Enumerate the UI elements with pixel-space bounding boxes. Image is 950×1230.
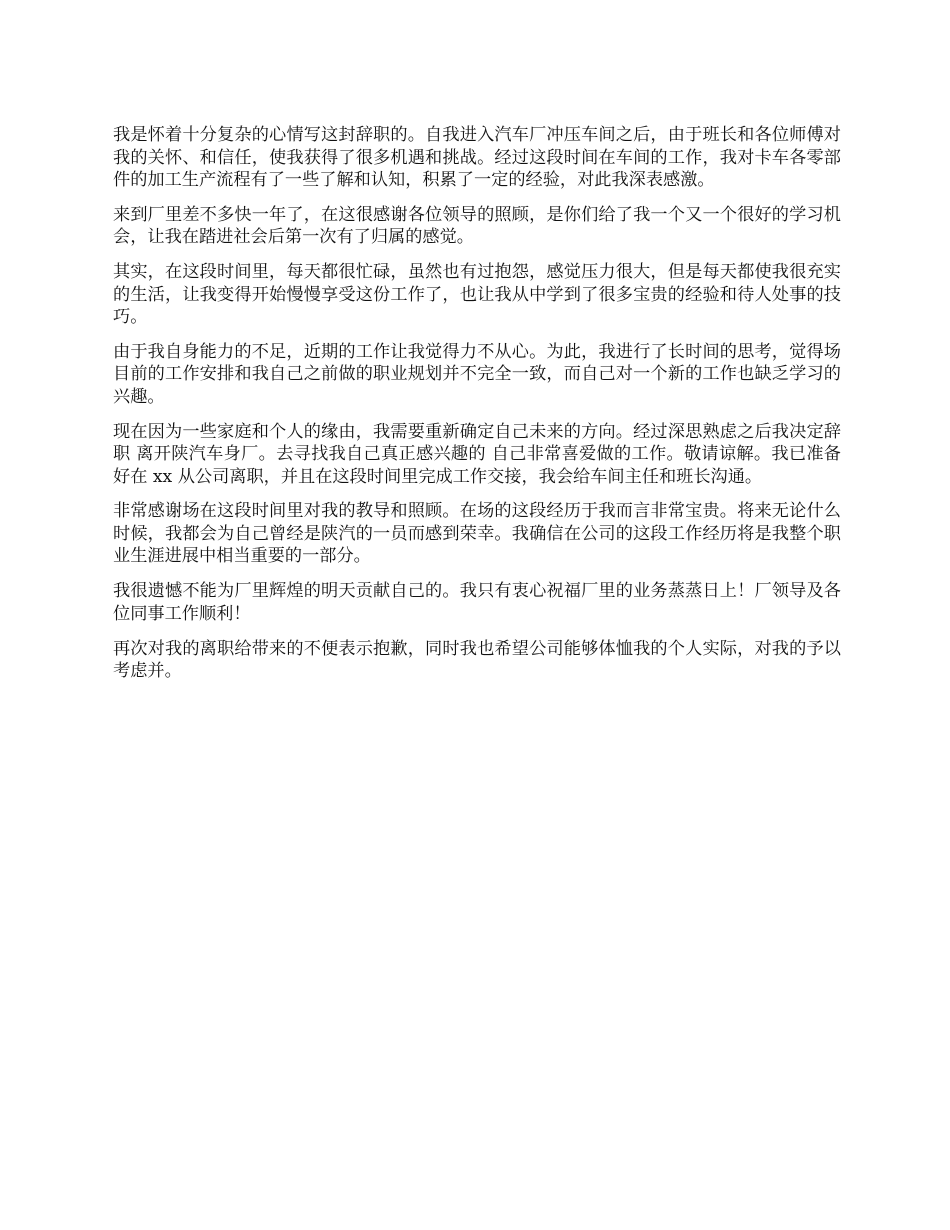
paragraph-3: 其实，在这段时间里，每天都很忙碌，虽然也有过抱怨，感觉压力很大，但是每天都使我很充实的生活，让我变得开始慢慢享受这份工作了，也让我从中学到了很多宝贵的经验和待人处事的技巧。 xyxy=(113,262,841,328)
paragraph-4: 由于我自身能力的不足，近期的工作让我觉得力不从心。为此，我进行了长时间的思考，觉得场目前的工作安排和我自己之前做的职业规划并不完全一致，而自己对一个新的工作也缺乏学习的兴趣。 xyxy=(113,341,841,407)
paragraph-1: 我是怀着十分复杂的心情写这封辞职的。自我进入汽车厂冲压车间之后，由于班长和各位师傅对我的关怀、和信任，使我获得了很多机遇和挑战。经过这段时间在车间的工作，我对卡车各零部件的加工生产流程有了一些了解和认知，积累了一定的经验，对此我深表感激。 xyxy=(113,125,841,190)
paragraph-6: 非常感谢场在这段时间里对我的教导和照顾。在场的这段经历于我而言非常宝贵。将来无论什么时候，我都会为自己曾经是陕汽的一员而感到荣幸。我确信在公司的这段工作经历将是我整个职业生涯进展中相当重要的一部分。 xyxy=(113,501,841,567)
paragraph-7: 我很遗憾不能为厂里辉煌的明天贡献自己的。我只有衷心祝福厂里的业务蒸蒸日上！厂领导及各位同事工作顺利！ xyxy=(113,581,841,624)
paragraph-2: 来到厂里差不多快一年了，在这很感谢各位领导的照顾，是你们给了我一个又一个很好的学习机会，让我在踏进社会后第一次有了归属的感觉。 xyxy=(113,204,841,248)
paragraph-8: 再次对我的离职给带来的不便表示抱歉，同时我也希望公司能够体恤我的个人实际，对我的予以考虑并。 xyxy=(113,638,841,682)
letter-body xyxy=(113,124,841,695)
paragraph-5: 现在因为一些家庭和个人的缘由，我需要重新确定自己未来的方向。经过深思熟虑之后我决定辞职 离开陕汽车身厂。去寻找我自己真正感兴趣的 自己非常喜爱做的工作。敬请谅解。我已准备好在 xx 从公司离职，并且在这段时间里完成工作交接，我会给车间主任和班长沟通。 xyxy=(113,421,841,487)
